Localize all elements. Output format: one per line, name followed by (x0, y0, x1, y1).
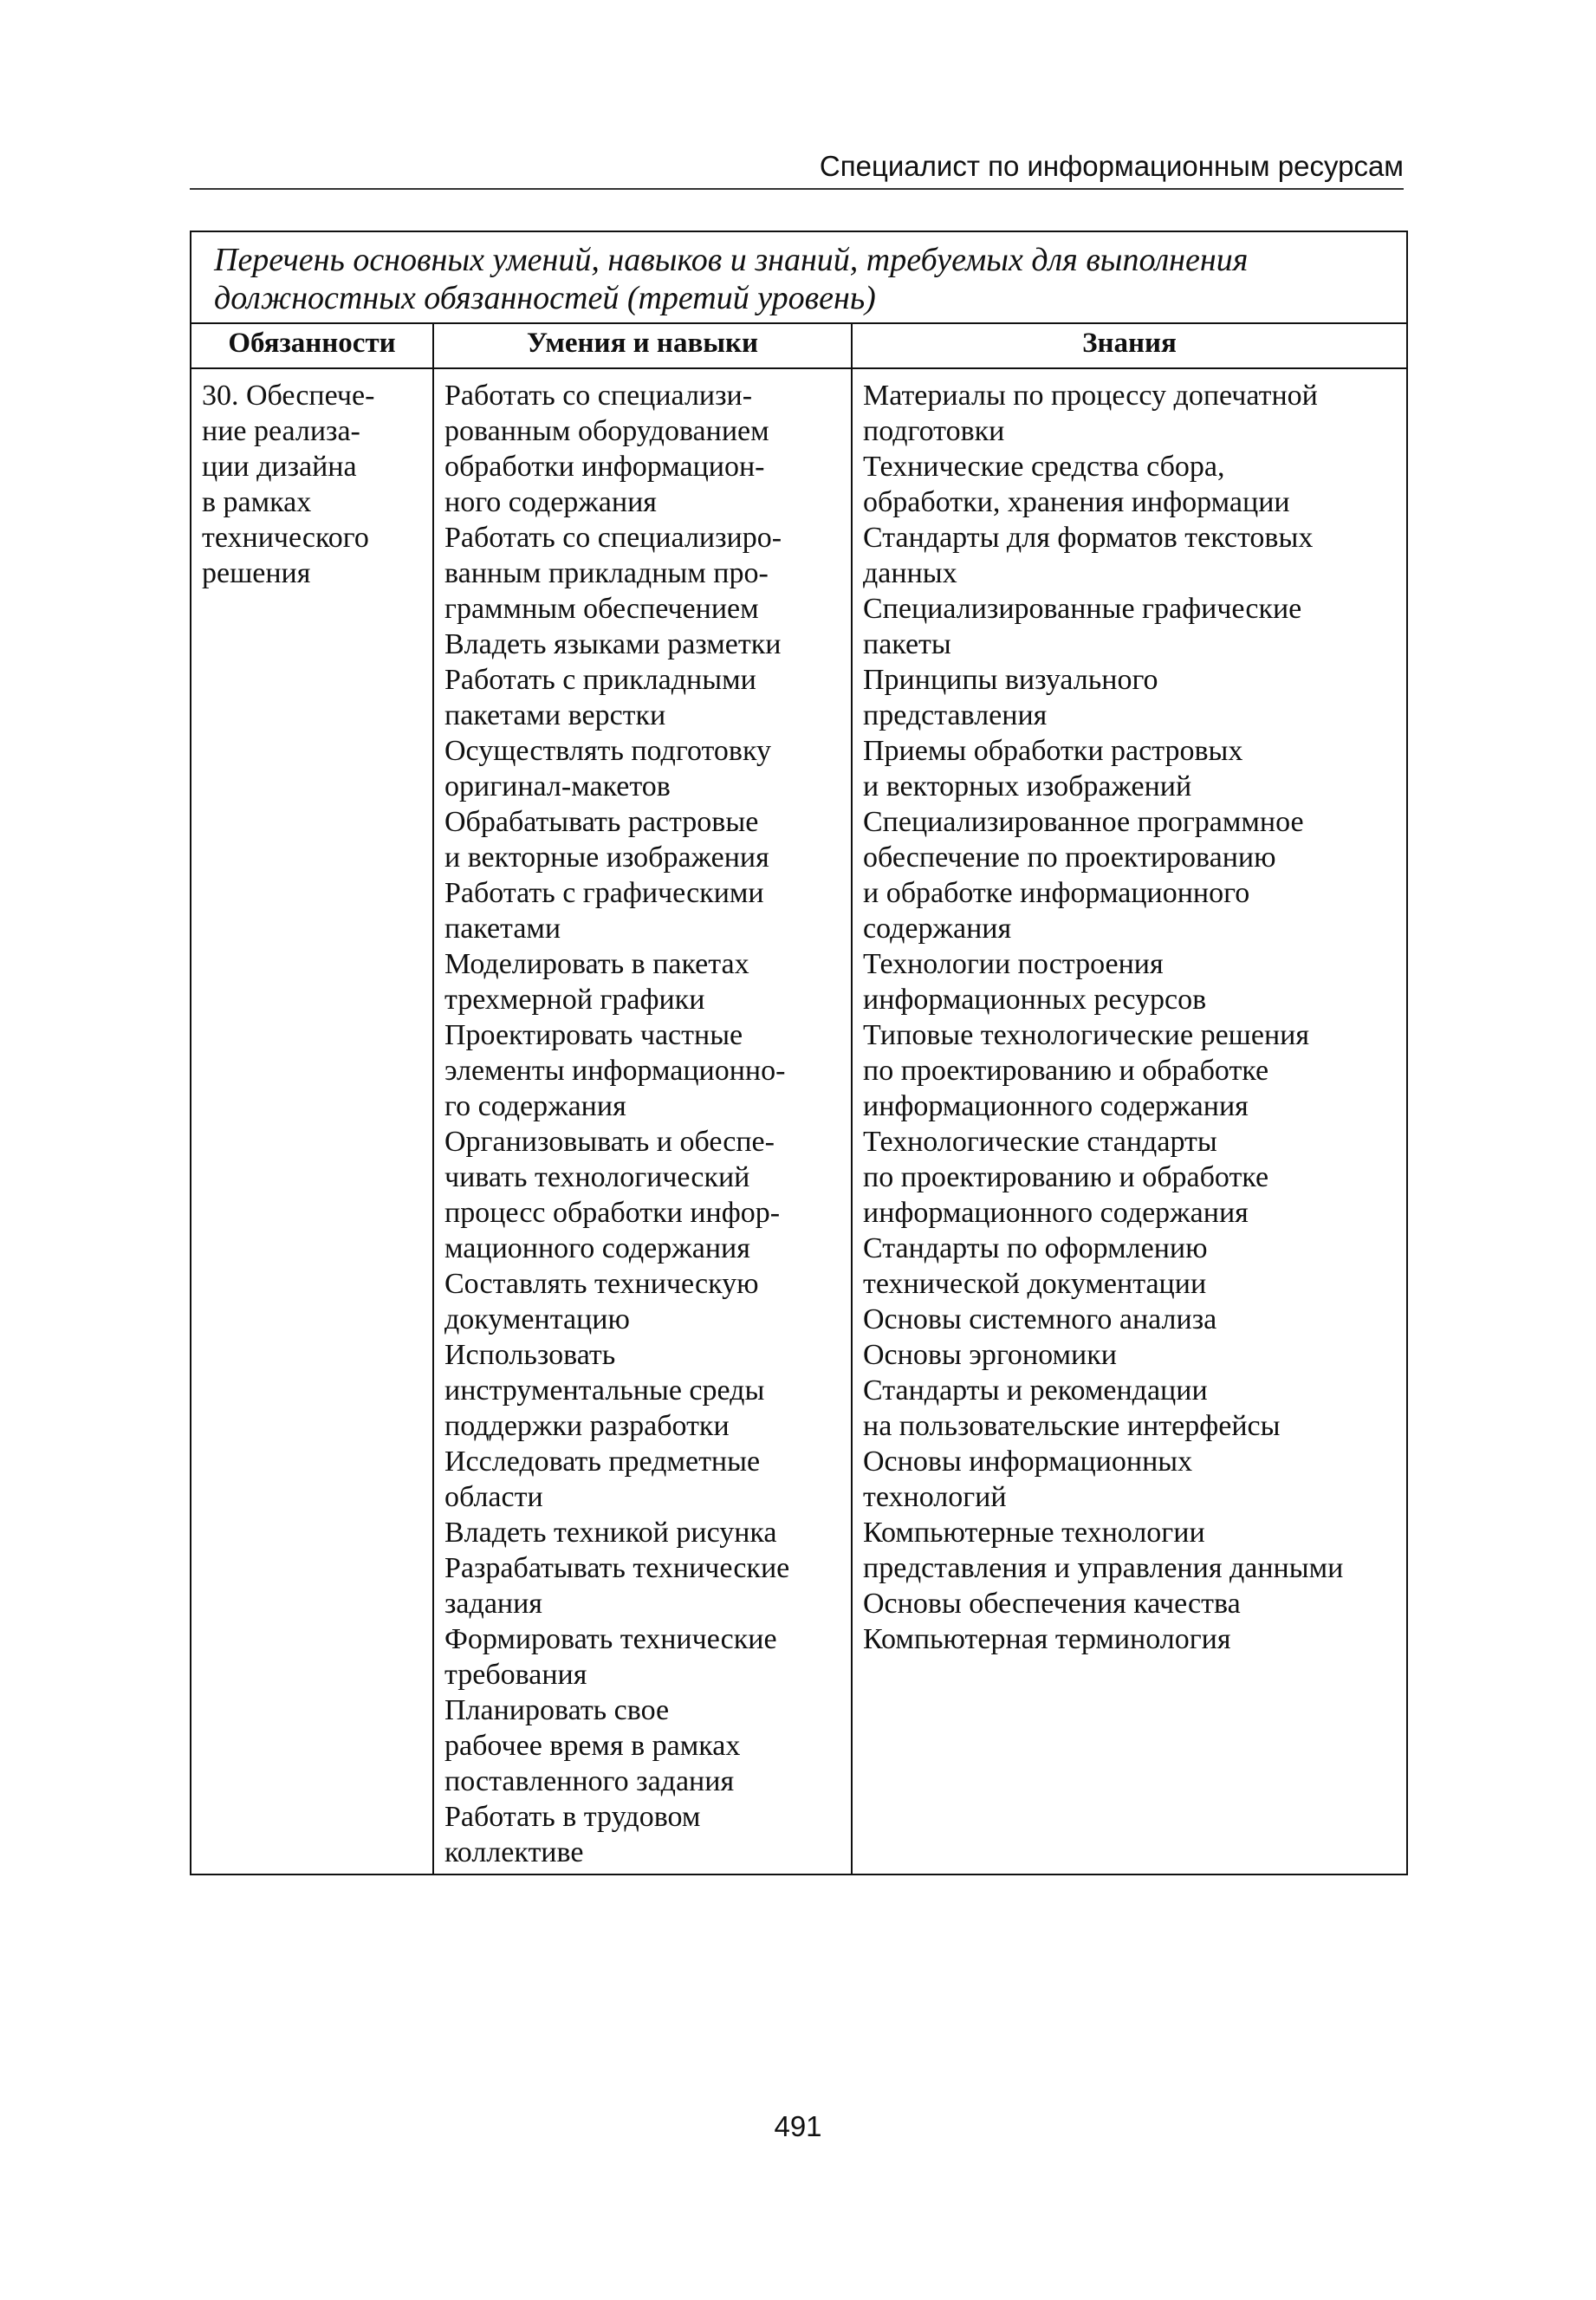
cell-line: Использовать (444, 1339, 616, 1371)
cell-line: представления (863, 699, 1048, 731)
cell-line: области (444, 1481, 543, 1513)
table-caption (191, 231, 1407, 323)
cell-line: Основы эргономики (863, 1339, 1117, 1371)
cell-line: Организовывать и обеспе- (444, 1126, 775, 1158)
cell-line: Планировать свое (444, 1694, 670, 1726)
column-header-knowledge: Знания (852, 323, 1407, 368)
cell-line: документацию (444, 1303, 630, 1335)
cell-line: технологий (863, 1481, 1007, 1513)
cell-line: обеспечение по проектированию (863, 841, 1276, 874)
cell-line: пакеты (863, 628, 951, 660)
cell-line: поддержки разработки (444, 1410, 730, 1442)
header-row (191, 323, 1407, 368)
knowledge-cell (852, 368, 1407, 1874)
cell-line: трехмерной графики (444, 984, 705, 1016)
cell-line: Типовые технологические решения (863, 1019, 1309, 1051)
duty-cell (191, 368, 433, 1874)
cell-line: элементы информационно- (444, 1055, 786, 1087)
page-number: 491 (774, 2110, 822, 2142)
cell-line: обработки, хранения информации (863, 486, 1290, 518)
skills-cell (433, 368, 852, 1874)
cell-line: технического (202, 522, 369, 554)
cell-line: 30. Обеспече- (202, 380, 375, 412)
cell-line: и векторных изображений (863, 770, 1192, 802)
caption-line: Перечень основных умений, навыков и знаний, требуемых для выполнения (214, 242, 1249, 278)
cell-line: Стандарты для форматов текстовых (863, 522, 1314, 554)
cell-line: пакетами (444, 913, 561, 945)
cell-line: Владеть техникой рисунка (444, 1517, 777, 1549)
cell-line: информационного содержания (863, 1090, 1249, 1122)
cell-line: Моделировать в пакетах (444, 948, 749, 980)
cell-line: рабочее время в рамках (444, 1730, 741, 1762)
column-header-skills: Умения и навыки (433, 323, 852, 368)
cell-line: пакетами верстки (444, 699, 666, 731)
caption-row (191, 231, 1407, 323)
cell-line: Работать со специализиро- (444, 522, 782, 554)
cell-line: рованным оборудованием (444, 415, 769, 447)
caption-line: должностных обязанностей (третий уровень) (214, 280, 876, 316)
cell-line: Владеть языками разметки (444, 628, 782, 660)
cell-line: Специализированное программное (863, 806, 1304, 838)
running-head: Специалист по информационным ресурсам (819, 150, 1404, 182)
cell-line: информационного содержания (863, 1197, 1249, 1229)
cell-line: информационных ресурсов (863, 984, 1207, 1016)
cell-line: го содержания (444, 1090, 626, 1122)
cell-line: задания (444, 1588, 542, 1620)
cell-line: Технологии построения (863, 948, 1164, 980)
cell-line: Приемы обработки растровых (863, 735, 1243, 767)
cell-line: Основы обеспечения качества (863, 1588, 1241, 1620)
cell-line: обработки информацион- (444, 451, 765, 483)
cell-line: Работать с прикладными (444, 664, 756, 696)
cell-line: по проектированию и обработке (863, 1055, 1269, 1087)
cell-line: граммным обеспечением (444, 593, 759, 625)
cell-line: по проектированию и обработке (863, 1161, 1269, 1193)
cell-line: ции дизайна (202, 451, 357, 483)
cell-line: оригинал-макетов (444, 770, 671, 802)
cell-line: Основы информационных (863, 1446, 1193, 1478)
cell-line: Технические средства сбора, (863, 451, 1225, 483)
cell-line: ного содержания (444, 486, 657, 518)
cell-line: Компьютерная терминология (863, 1623, 1231, 1655)
cell-line: Материалы по процессу допечатной (863, 380, 1318, 412)
header-rule (190, 188, 1404, 190)
cell-line: Формировать технические (444, 1623, 777, 1655)
cell-line: чивать технологический (444, 1161, 750, 1193)
cell-line: Проектировать частные (444, 1019, 743, 1051)
cell-line: поставленного задания (444, 1765, 735, 1797)
cell-line: Основы системного анализа (863, 1303, 1217, 1335)
cell-line: представления и управления данными (863, 1552, 1344, 1584)
cell-line: Работать с графическими (444, 877, 764, 909)
cell-line: в рамках (202, 486, 312, 518)
cell-line: Принципы визуального (863, 664, 1158, 696)
cell-line: Стандарты и рекомендации (863, 1374, 1208, 1407)
cell-line: инструментальные среды (444, 1374, 765, 1407)
cell-line: Составлять техническую (444, 1268, 759, 1300)
cell-line: данных (863, 557, 957, 589)
cell-line: коллективе (444, 1836, 584, 1868)
cell-line: подготовки (863, 415, 1005, 447)
cell-line: мационного содержания (444, 1232, 750, 1264)
cell-line: содержания (863, 913, 1012, 945)
cell-line: решения (202, 557, 311, 589)
cell-line: Исследовать предметные (444, 1446, 761, 1478)
cell-line: на пользовательские интерфейсы (863, 1410, 1281, 1442)
cell-line: и обработке информационного (863, 877, 1250, 909)
competency-table (190, 231, 1408, 1875)
cell-line: требования (444, 1659, 587, 1691)
cell-line: Компьютерные технологии (863, 1517, 1205, 1549)
cell-line: Специализированные графические (863, 593, 1302, 625)
cell-line: ние реализа- (202, 415, 360, 447)
column-header-duties: Обязанности (191, 323, 433, 368)
cell-line: процесс обработки инфор- (444, 1197, 781, 1229)
cell-line: Стандарты по оформлению (863, 1232, 1208, 1264)
cell-line: технической документации (863, 1268, 1207, 1300)
cell-line: ванным прикладным про- (444, 557, 769, 589)
cell-line: Обрабатывать растровые (444, 806, 759, 838)
cell-line: и векторные изображения (444, 841, 769, 874)
cell-line: Работать со специализи- (444, 380, 753, 412)
table-row (191, 368, 1407, 1874)
cell-line: Технологические стандарты (863, 1126, 1217, 1158)
cell-line: Разрабатывать технические (444, 1552, 790, 1584)
cell-line: Работать в трудовом (444, 1801, 701, 1833)
cell-line: Осуществлять подготовку (444, 735, 772, 767)
